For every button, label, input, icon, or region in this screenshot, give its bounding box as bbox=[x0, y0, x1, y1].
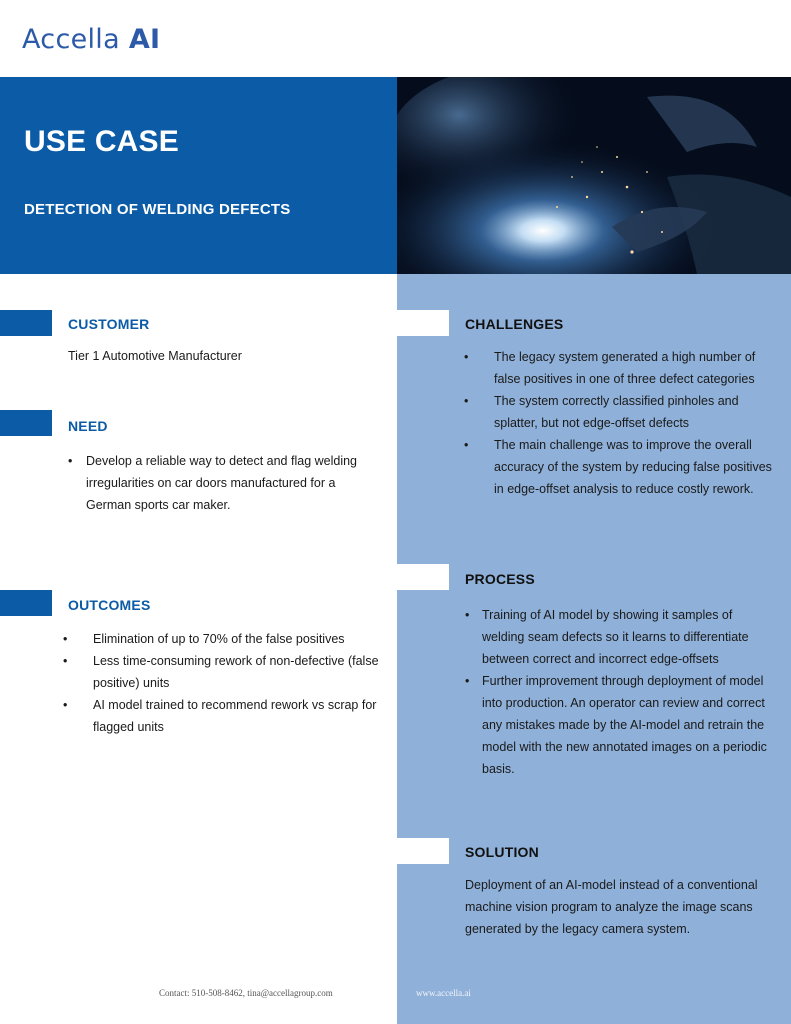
need-heading: NEED bbox=[68, 418, 108, 434]
challenge-item: • The main challenge was to improve the overall accuracy of the system by reducing false positives in edge-offset analysis to reduce costly rework. bbox=[464, 434, 774, 500]
outcome-item: • Elimination of up to 70% of the false positives bbox=[63, 628, 383, 650]
customer-text: Tier 1 Automotive Manufacturer bbox=[68, 349, 242, 363]
solution-section-marker bbox=[397, 838, 449, 864]
challenges-list bbox=[464, 346, 774, 500]
process-heading: PROCESS bbox=[465, 571, 535, 587]
customer-heading: CUSTOMER bbox=[68, 316, 150, 332]
welding-illustration bbox=[397, 77, 791, 274]
process-item: • Further improvement through deployment of model into production. An operator can review and correct any mistakes made by the AI-model and retrain the model with the new annotated images on a periodic basis. bbox=[465, 670, 775, 780]
challenges-heading: CHALLENGES bbox=[465, 316, 564, 332]
need-item: • Develop a reliable way to detect and flag welding irregularities on car doors manufactured for a German sports car maker. bbox=[66, 450, 366, 516]
challenge-item: • The legacy system generated a high number of false positives in one of three defect categories bbox=[464, 346, 774, 390]
page-subtitle: DETECTION OF WELDING DEFECTS bbox=[24, 201, 291, 218]
footer-website[interactable]: www.accella.ai bbox=[416, 988, 471, 998]
challenge-item: • The system correctly classified pinholes and splatter, but not edge-offset defects bbox=[464, 390, 774, 434]
process-item: • Training of AI model by showing it samples of welding seam defects so it learns to differentiate between correct and incorrect edge-offsets bbox=[465, 604, 775, 670]
footer-contact: Contact: 510-508-8462, tina@accellagroup.com bbox=[159, 988, 333, 998]
outcomes-heading: OUTCOMES bbox=[68, 597, 151, 613]
title-banner bbox=[0, 77, 397, 274]
solution-heading: SOLUTION bbox=[465, 844, 539, 860]
outcome-item: • Less time-consuming rework of non-defective (false positive) units bbox=[63, 650, 383, 694]
page-title: USE CASE bbox=[24, 125, 179, 158]
need-section-marker bbox=[0, 410, 52, 436]
welding-photo bbox=[397, 77, 791, 274]
outcomes-section-marker bbox=[0, 590, 52, 616]
brand-name: Accella AI bbox=[22, 23, 161, 55]
need-list bbox=[66, 450, 366, 516]
outcomes-list bbox=[63, 628, 383, 738]
customer-section-marker bbox=[0, 310, 52, 336]
outcome-item: • AI model trained to recommend rework vs scrap for flagged units bbox=[63, 694, 383, 738]
challenges-section-marker bbox=[397, 310, 449, 336]
brand-logo bbox=[22, 22, 160, 56]
process-section-marker bbox=[397, 564, 449, 590]
process-list bbox=[465, 604, 775, 780]
solution-text: Deployment of an AI-model instead of a conventional machine vision program to analyze the image scans generated by the legacy camera system. bbox=[465, 878, 758, 936]
